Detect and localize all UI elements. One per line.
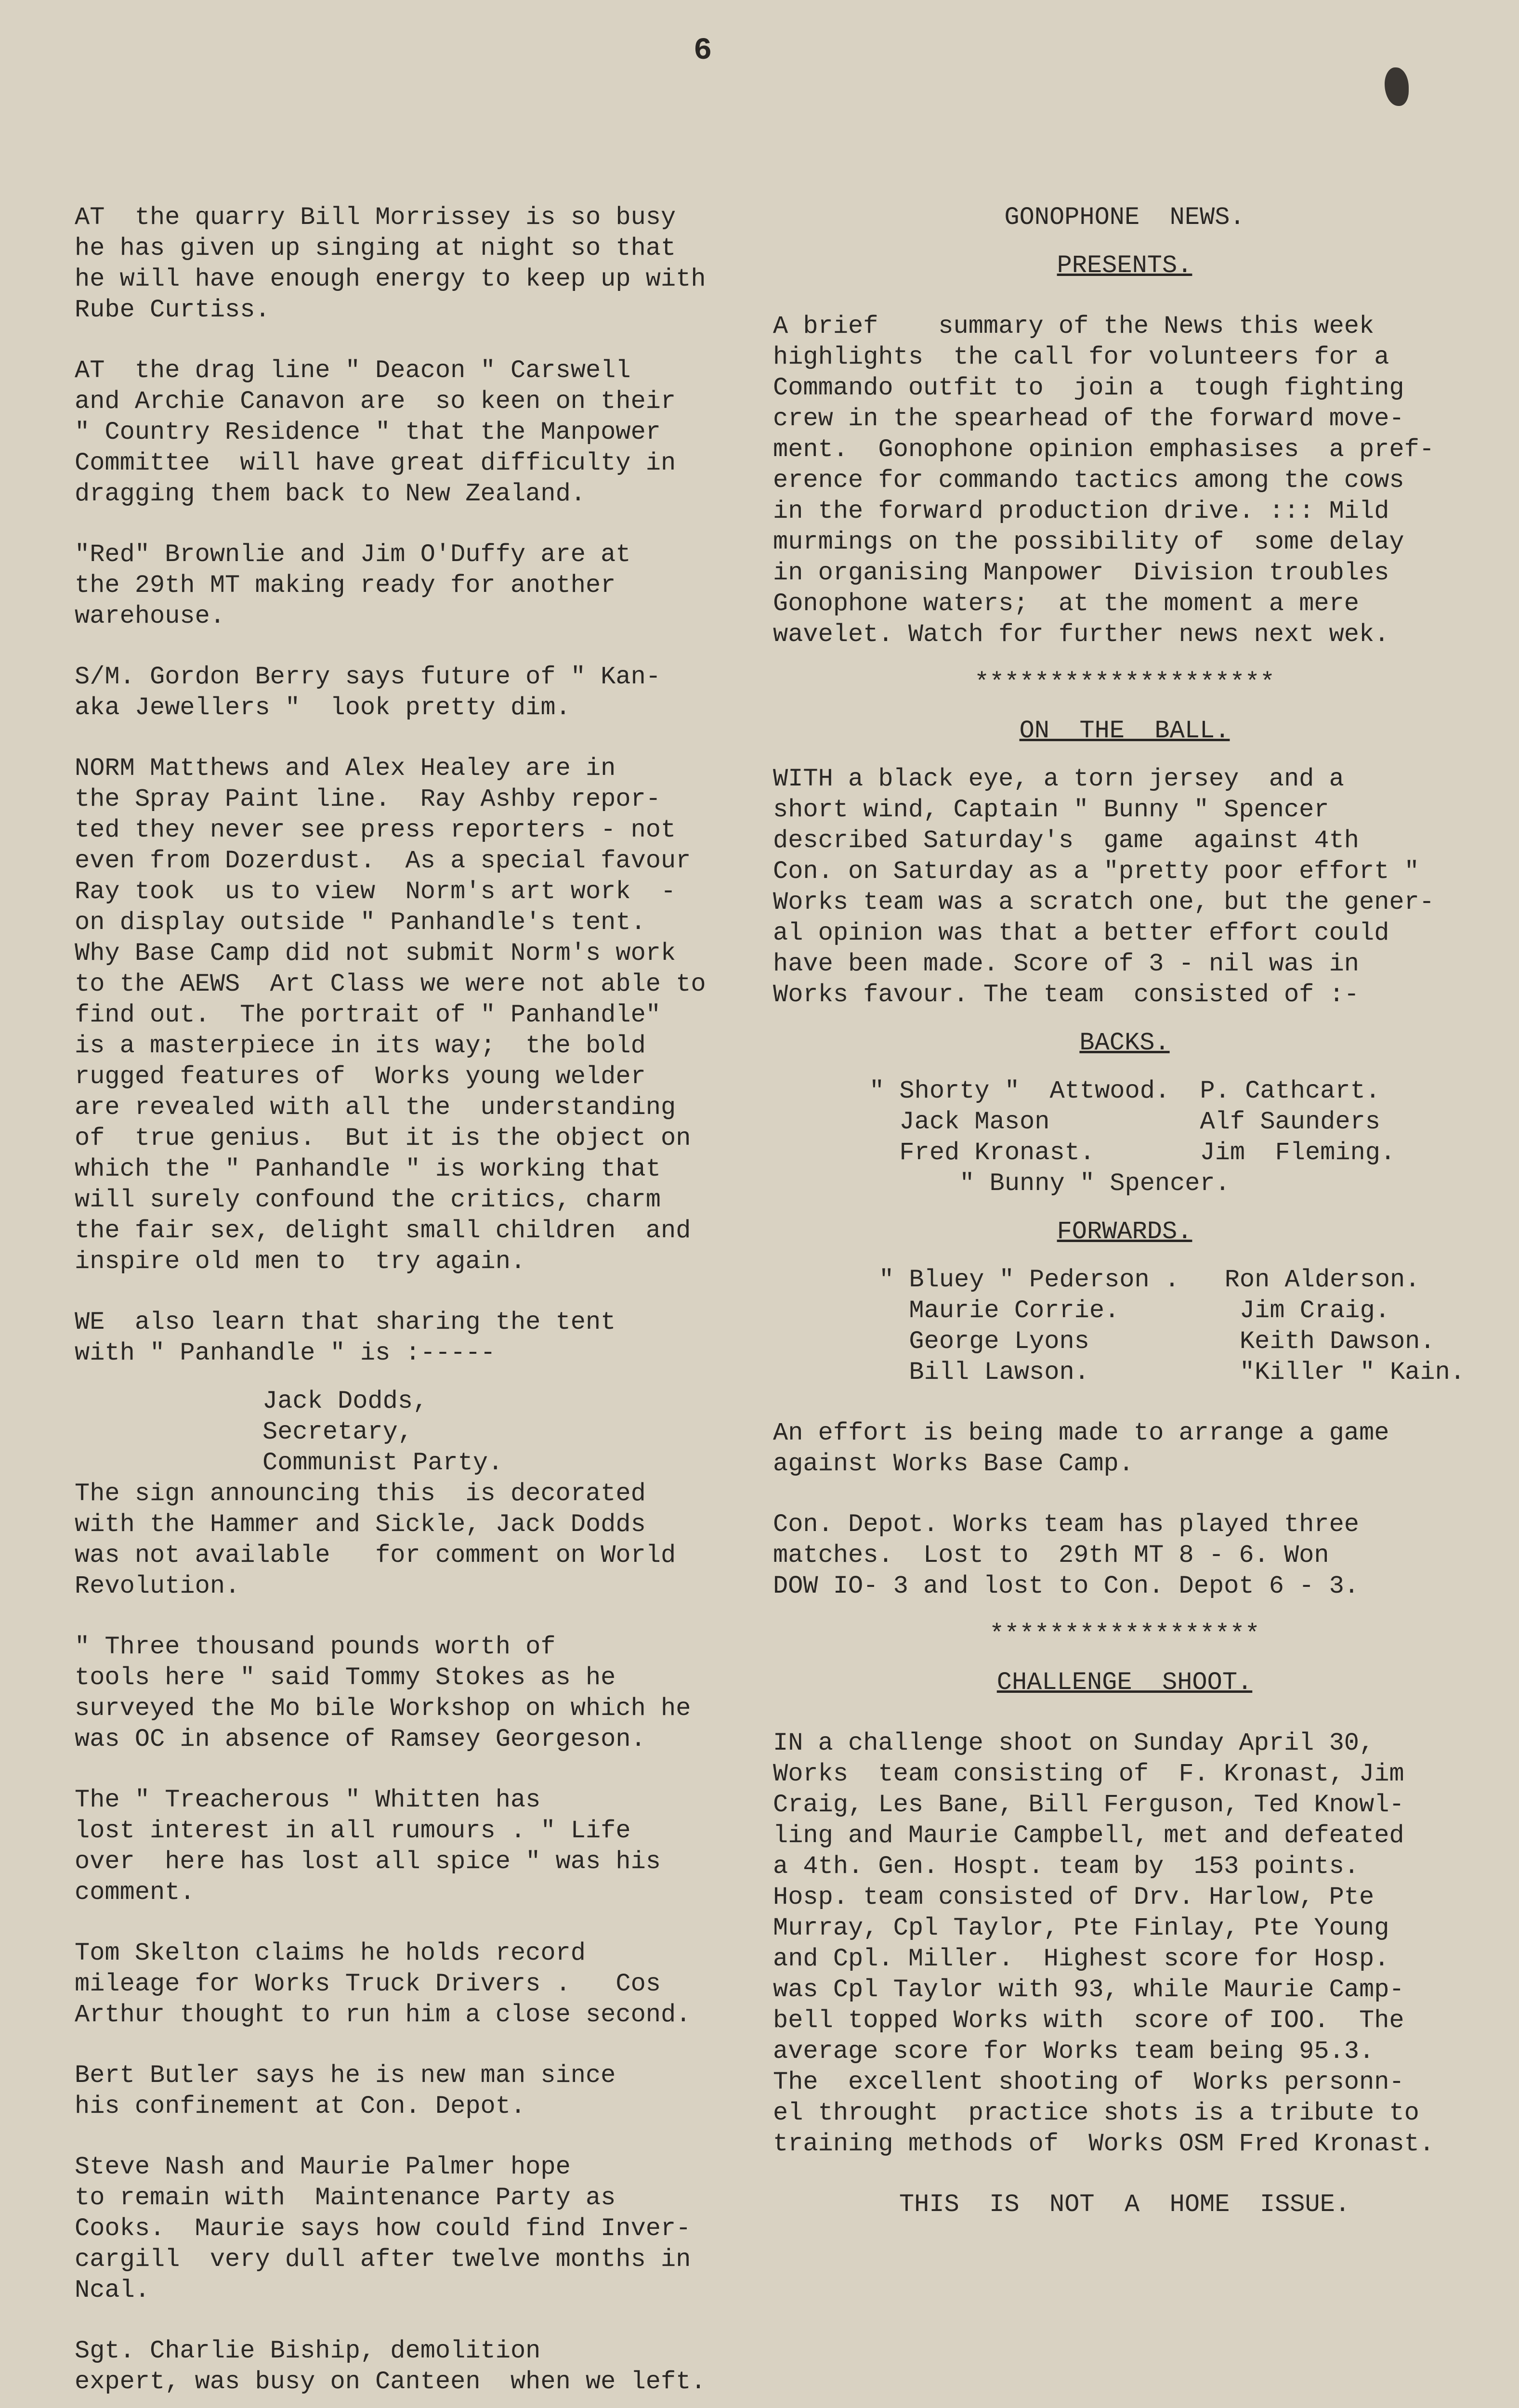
text-line: matches. Lost to 29th MT 8 - 6. Won <box>773 1541 1329 1570</box>
text-line: warehouse. <box>75 602 225 630</box>
text-line: " Shorty " Attwood. P. Cathcart. <box>869 1077 1380 1105</box>
text-line: the 29th MT making ready for another <box>75 571 616 600</box>
paragraph <box>75 1632 763 1755</box>
text-line: Tom Skelton claims he holds record <box>75 1939 586 1967</box>
text-line: the fair sex, delight small children and <box>75 1217 691 1245</box>
text-line: Revolution. <box>75 1572 240 1600</box>
text-line: S/M. Gordon Berry says future of " Kan- <box>75 663 661 691</box>
text-line: bell topped Works with score of IOO. The <box>773 2006 1404 2035</box>
paragraph <box>773 1418 1476 1479</box>
text-line: Fred Kronast. Jim Fleming. <box>869 1139 1396 1167</box>
paragraph <box>75 662 763 723</box>
text-line: training methods of Works OSM Fred Kronast. <box>773 2130 1435 2158</box>
footer-note: THIS IS NOT A HOME ISSUE. <box>899 2190 1350 2219</box>
address-block <box>75 1386 763 1479</box>
text-line: comment. <box>75 1878 195 1907</box>
text-line: dragging them back to New Zealand. <box>75 480 586 508</box>
text-line: ment. Gonophone opinion emphasises a pref- <box>773 435 1435 464</box>
paragraph <box>75 2152 763 2306</box>
page-number: 6 <box>694 34 712 68</box>
text-line: was OC in absence of Ramsey Georgeson. <box>75 1725 646 1754</box>
paragraph <box>773 1728 1476 2159</box>
ink-blot <box>1385 67 1409 106</box>
text-line: " Bluey " Pederson . Ron Alderson. <box>879 1266 1420 1294</box>
text-line: is a masterpiece in its way; the bold <box>75 1032 646 1060</box>
text-line: expert, was busy on Canteen when we left. <box>75 2368 706 2396</box>
paragraph <box>773 1509 1476 1602</box>
text-line: aka Jewellers " look pretty dim. <box>75 694 571 722</box>
text-line: Jack Dodds, <box>262 1387 428 1415</box>
text-line: a 4th. Gen. Hospt. team by 153 points. <box>773 1852 1359 1881</box>
forwards-title: FORWARDS. <box>1057 1217 1192 1246</box>
text-line: Murray, Cpl Taylor, Pte Finlay, Pte Young <box>773 1914 1389 1942</box>
text-line: even from Dozerdust. As a special favour <box>75 847 691 875</box>
text-line: Sgt. Charlie Biship, demolition <box>75 2337 541 2365</box>
text-line: will surely confound the critics, charm <box>75 1186 661 1214</box>
paragraph <box>75 202 763 326</box>
paragraph <box>773 764 1476 1010</box>
text-line: on display outside " Panhandle's tent. <box>75 908 646 937</box>
text-line: and Cpl. Miller. Highest score for Hosp. <box>773 1945 1389 1973</box>
text-line: ted they never see press reporters - not <box>75 816 676 844</box>
backs-list <box>773 1076 1476 1199</box>
paragraph <box>75 2060 763 2122</box>
text-line: " Bunny " Spencer. <box>869 1169 1230 1198</box>
text-line: Gonophone waters; at the moment a mere <box>773 589 1359 618</box>
text-line: described Saturday's game against 4th <box>773 826 1359 855</box>
text-line: Cooks. Maurie says how could find Inver- <box>75 2214 691 2243</box>
divider: ****************** <box>989 1620 1260 1649</box>
text-line: his confinement at Con. Depot. <box>75 2092 526 2120</box>
text-line: he has given up singing at night so that <box>75 234 676 262</box>
text-line: Con. on Saturday as a "pretty poor effort " <box>773 857 1419 886</box>
text-line: Craig, Les Bane, Bill Ferguson, Ted Knowl- <box>773 1791 1404 1819</box>
text-line: "Red" Brownlie and Jim O'Duffy are at <box>75 540 631 569</box>
text-line: The sign announcing this is decorated <box>75 1479 646 1508</box>
text-line: and Archie Canavon are so keen on their <box>75 387 676 416</box>
paragraph <box>773 311 1476 650</box>
text-line: over here has lost all spice " was his <box>75 1847 661 1876</box>
text-line: wavelet. Watch for further news next wek. <box>773 620 1389 649</box>
text-line: Committee will have great difficulty in <box>75 449 676 477</box>
text-line: with " Panhandle " is :----- <box>75 1339 496 1367</box>
text-line: in the forward production drive. ::: Mild <box>773 497 1389 525</box>
text-line: Works team was a scratch one, but the gener- <box>773 888 1435 916</box>
text-line: Jack Mason Alf Saunders <box>869 1108 1380 1136</box>
text-line: Commando outfit to join a tough fighting <box>773 374 1404 402</box>
text-line: lost interest in all rumours . " Life <box>75 1817 631 1845</box>
forwards-list <box>773 1265 1476 1388</box>
section-title: ON THE BALL. <box>1019 717 1230 745</box>
text-line: crew in the spearhead of the forward move- <box>773 405 1404 433</box>
text-line: Hosp. team consisted of Drv. Harlow, Pte <box>773 1883 1375 1911</box>
text-line: Con. Depot. Works team has played three <box>773 1510 1359 1539</box>
text-line: Works favour. The team consisted of :- <box>773 981 1359 1009</box>
paragraph <box>75 1938 763 2030</box>
text-line: to remain with Maintenance Party as <box>75 2184 616 2212</box>
text-line: which the " Panhandle " is working that <box>75 1155 661 1183</box>
text-line: NORM Matthews and Alex Healey are in <box>75 754 616 783</box>
text-line: in organising Manpower Division troubles <box>773 559 1389 587</box>
text-line: A brief summary of the News this week <box>773 312 1375 340</box>
text-line: average score for Works team being 95.3. <box>773 2037 1375 2066</box>
paragraph <box>75 1307 763 1369</box>
text-line: of true genius. But it is the object on <box>75 1124 691 1152</box>
text-line: Why Base Camp did not submit Norm's work <box>75 939 676 968</box>
text-line: tools here " said Tommy Stokes as he <box>75 1663 616 1692</box>
text-line: have been made. Score of 3 - nil was in <box>773 950 1359 978</box>
text-line: Arthur thought to run him a close second. <box>75 2001 691 2029</box>
text-line: mileage for Works Truck Drivers . Cos <box>75 1970 661 1998</box>
text-line: al opinion was that a better effort could <box>773 919 1389 947</box>
text-line: are revealed with all the understanding <box>75 1093 676 1122</box>
paragraph <box>75 753 763 1277</box>
text-line: " Country Residence " that the Manpower <box>75 418 661 446</box>
text-line: DOW IO- 3 and lost to Con. Depot 6 - 3. <box>773 1572 1359 1600</box>
text-line: was not available for comment on World <box>75 1541 676 1570</box>
text-line: Ncal. <box>75 2276 150 2304</box>
text-line: Maurie Corrie. Jim Craig. <box>879 1296 1390 1325</box>
divider: ******************** <box>974 668 1275 697</box>
text-line: against Works Base Camp. <box>773 1450 1134 1478</box>
text-line: Rube Curtiss. <box>75 296 270 324</box>
text-line: Steve Nash and Maurie Palmer hope <box>75 2153 571 2181</box>
text-line: AT the drag line " Deacon " Carswell <box>75 356 631 385</box>
text-line: George Lyons Keith Dawson. <box>879 1327 1435 1356</box>
text-line: he will have enough energy to keep up with <box>75 265 706 293</box>
text-line: " Three thousand pounds worth of <box>75 1633 556 1661</box>
section-subheading: PRESENTS. <box>1057 251 1192 280</box>
text-line: el throught practice shots is a tribute to <box>773 2099 1419 2127</box>
text-line: with the Hammer and Sickle, Jack Dodds <box>75 1510 646 1539</box>
text-line: WE also learn that sharing the tent <box>75 1308 616 1336</box>
text-line: IN a challenge shoot on Sunday April 30, <box>773 1729 1375 1757</box>
text-line: Bill Lawson. "Killer " Kain. <box>879 1358 1465 1387</box>
text-line: Bert Butler says he is new man since <box>75 2061 616 2090</box>
section-title: CHALLENGE SHOOT. <box>996 1668 1253 1697</box>
text-line: An effort is being made to arrange a game <box>773 1419 1389 1447</box>
paragraph <box>75 1785 763 1908</box>
paragraph <box>75 539 763 632</box>
text-line: surveyed the Mo bile Workshop on which he <box>75 1694 691 1723</box>
text-line: Ray took us to view Norm's art work - <box>75 877 676 906</box>
section-heading: GONOPHONE NEWS. <box>1004 203 1245 232</box>
backs-title: BACKS. <box>1079 1029 1170 1057</box>
text-line: cargill very dull after twelve months in <box>75 2245 691 2274</box>
text-line: erence for commando tactics among the cows <box>773 466 1404 495</box>
text-line: short wind, Captain " Bunny " Spencer <box>773 796 1329 824</box>
text-line: ling and Maurie Campbell, met and defeated <box>773 1821 1404 1850</box>
text-line: Communist Party. <box>262 1449 503 1477</box>
text-line: The " Treacherous " Whitten has <box>75 1786 541 1814</box>
text-line: highlights the call for volunteers for a <box>773 343 1389 371</box>
paragraph <box>75 355 763 510</box>
paragraph <box>75 1479 763 1602</box>
text-line: the Spray Paint line. Ray Ashby repor- <box>75 785 661 813</box>
text-line: Secretary, <box>262 1418 413 1446</box>
text-line: to the AEWS Art Class we were not able to <box>75 970 706 998</box>
text-line: WITH a black eye, a torn jersey and a <box>773 765 1344 793</box>
text-line: rugged features of Works young welder <box>75 1062 646 1091</box>
text-line: inspire old men to try again. <box>75 1247 526 1276</box>
text-line: Works team consisting of F. Kronast, Jim <box>773 1760 1404 1788</box>
text-line: murmings on the possibility of some delay <box>773 528 1404 556</box>
text-line: find out. The portrait of " Panhandle" <box>75 1001 661 1029</box>
text-line: The excellent shooting of Works personn- <box>773 2068 1404 2096</box>
paragraph <box>75 2336 763 2397</box>
left-column <box>75 202 763 2397</box>
text-line: was Cpl Taylor with 93, while Maurie Camp- <box>773 1976 1404 2004</box>
text-line: AT the quarry Bill Morrissey is so busy <box>75 203 676 232</box>
right-column <box>773 202 1476 2220</box>
